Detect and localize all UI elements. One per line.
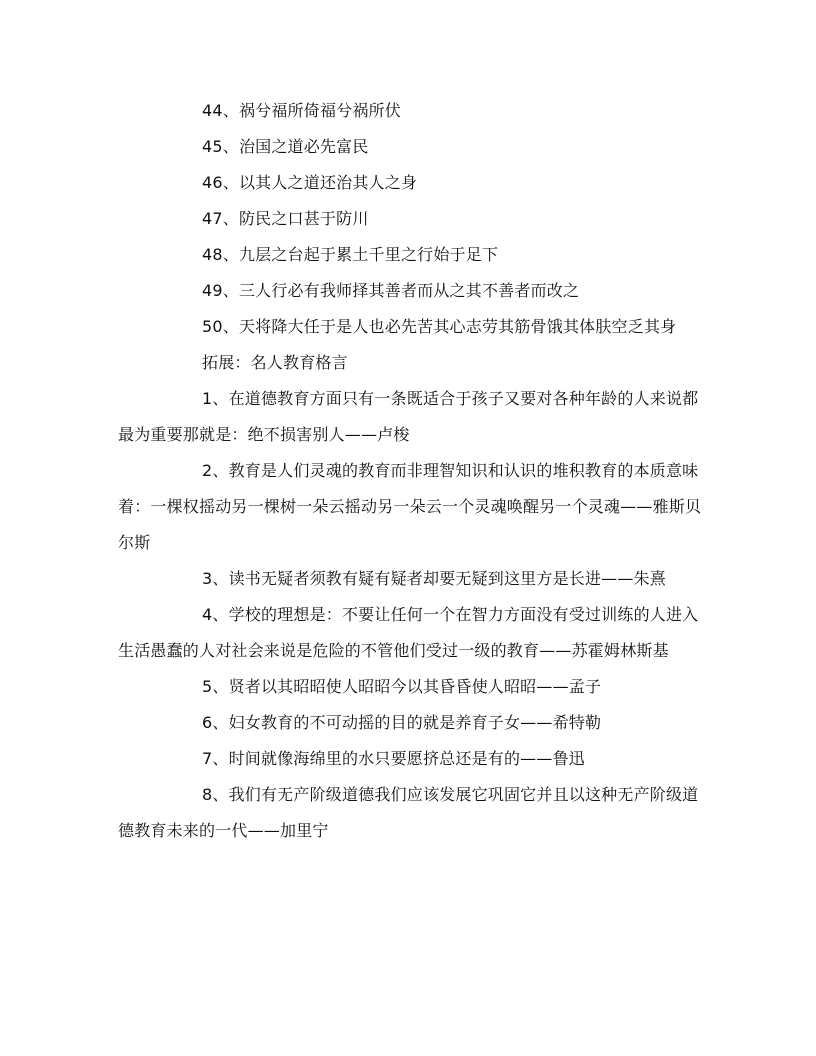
quote-1: 1、在道德教育方面只有一条既适合于孩子又要对各种年龄的人来说都最为重要那就是：绝不损害别人——卢梭 (118, 389, 699, 444)
proverb-50: 50、天将降大任于是人也必先苦其心志劳其筋骨饿其体肤空乏其身 (202, 317, 677, 336)
proverb-47: 47、防民之口甚于防川 (202, 209, 369, 228)
quote-7: 7、时间就像海绵里的水只要愿挤总还是有的——鲁迅 (202, 749, 585, 768)
quote-4: 4、学校的理想是：不要让任何一个在智力方面没有受过训练的人进入生活愚蠢的人对社会来说是危险的不管他们受过一级的教育——苏霍姆林斯基 (118, 605, 699, 660)
quote-6: 6、妇女教育的不可动摇的目的就是养育子女——希特勒 (202, 713, 602, 732)
quote-2: 2、教育是人们灵魂的教育而非理智知识和认识的堆积教育的本质意味着：一棵权摇动另一棵树一朵云摇动另一朵云一个灵魂唤醒另一个灵魂——雅斯贝尔斯 (118, 461, 702, 552)
quote-5: 5、贤者以其昭昭使人昭昭今以其昏昏使人昭昭——孟子 (202, 677, 602, 696)
proverb-46: 46、以其人之道还治其人之身 (202, 173, 418, 192)
quote-8: 8、我们有无产阶级道德我们应该发展它巩固它并且以这种无产阶级道德教育未来的一代——加里宁 (118, 785, 699, 840)
document-body (118, 93, 703, 849)
section-heading: 拓展：名人教育格言 (202, 353, 348, 372)
proverb-48: 48、九层之台起于累土千里之行始于足下 (202, 245, 499, 264)
quote-3: 3、读书无疑者须教有疑有疑者却要无疑到这里方是长进——朱熹 (202, 569, 666, 588)
proverb-49: 49、三人行必有我师择其善者而从之其不善者而改之 (202, 281, 580, 300)
proverb-44: 44、祸兮福所倚福兮祸所伏 (202, 101, 401, 120)
proverb-45: 45、治国之道必先富民 (202, 137, 369, 156)
